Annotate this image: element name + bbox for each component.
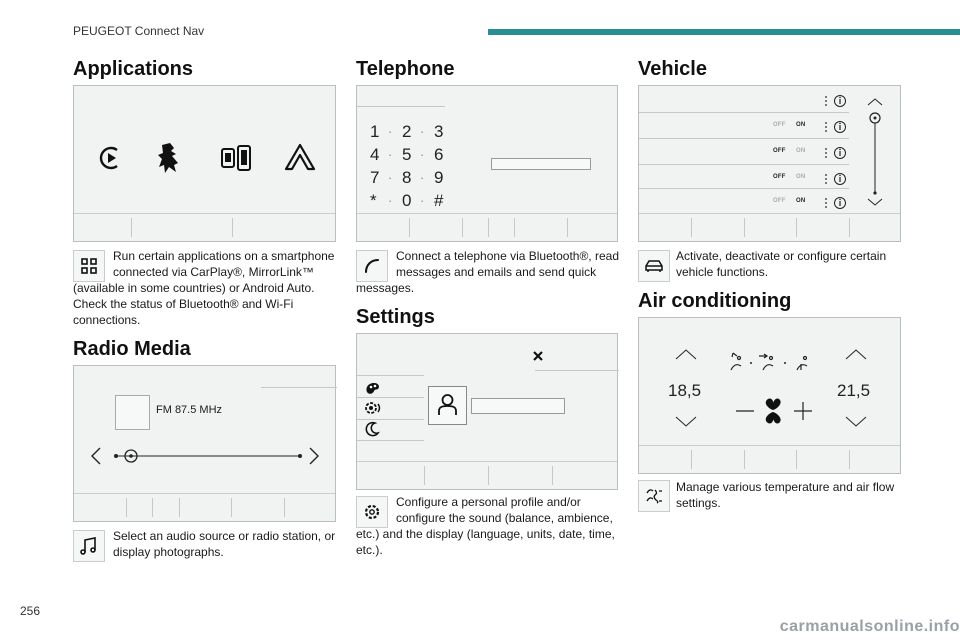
palette-icon[interactable] bbox=[364, 380, 382, 396]
settings-desc-line2: configure the sound (balance, ambience, bbox=[396, 511, 613, 525]
keypad-separator: · bbox=[388, 147, 393, 162]
keypad-key[interactable]: 9 bbox=[434, 168, 444, 187]
left-temp-up-icon[interactable] bbox=[675, 348, 697, 360]
radio-media-heading: Radio Media bbox=[73, 338, 191, 360]
vehicle-scroll-bar[interactable] bbox=[865, 96, 885, 208]
keypad-key[interactable]: 0 bbox=[402, 191, 412, 210]
applications-desc-line3: (available in some countries) or Android Auto. bbox=[73, 281, 315, 295]
telephone-desc-line1: Connect a telephone via Bluetooth®, read bbox=[396, 249, 619, 263]
toggle-on-label[interactable]: ON bbox=[796, 174, 806, 180]
profile-name-field[interactable] bbox=[471, 398, 565, 414]
fan-icon bbox=[759, 396, 787, 426]
settings-desc-line4: etc.). bbox=[356, 543, 383, 557]
header-accent-bar bbox=[488, 29, 960, 35]
left-temp-down-icon[interactable] bbox=[675, 416, 697, 428]
keypad-key[interactable]: 8 bbox=[402, 168, 412, 187]
radio-bottom-bar bbox=[74, 493, 335, 521]
info-icon[interactable] bbox=[823, 120, 851, 134]
air-distribution-icons[interactable] bbox=[727, 350, 819, 372]
settings-description bbox=[356, 494, 622, 558]
keypad-key[interactable]: 2 bbox=[402, 122, 412, 141]
moon-icon[interactable] bbox=[364, 421, 380, 437]
album-art-placeholder bbox=[115, 395, 150, 430]
telephone-description bbox=[356, 248, 622, 296]
keypad-key[interactable]: 1 bbox=[370, 122, 380, 141]
toggle-on-label[interactable]: ON bbox=[796, 198, 806, 204]
carplay-icon[interactable] bbox=[95, 143, 125, 173]
toggle-on-label[interactable]: ON bbox=[796, 122, 806, 128]
info-icon[interactable] bbox=[823, 172, 851, 186]
fan-speed-up-icon[interactable] bbox=[794, 402, 812, 420]
keypad-separator: · bbox=[388, 124, 393, 139]
watermark: carmanualsonline.info bbox=[779, 618, 960, 635]
vehicle-desc-line2: vehicle functions. bbox=[676, 265, 769, 279]
info-icon[interactable] bbox=[823, 146, 851, 160]
vehicle-bottom-bar bbox=[639, 213, 900, 241]
applications-desc-line5: connections. bbox=[73, 313, 141, 327]
toggle-on-label[interactable]: ON bbox=[796, 148, 806, 154]
toggle-off-label[interactable]: OFF bbox=[773, 174, 786, 180]
ac-description bbox=[638, 479, 904, 511]
applications-desc-line1: Run certain applications on a smartphone bbox=[113, 249, 335, 263]
settings-desc-line3: etc.) and the display (language, units, date, time, bbox=[356, 527, 615, 541]
radio-media-screen bbox=[73, 365, 336, 522]
air-conditioning-heading: Air conditioning bbox=[638, 290, 792, 312]
sound-settings-icon[interactable] bbox=[362, 399, 384, 417]
android-auto-icon[interactable] bbox=[284, 143, 316, 173]
frequency-slider[interactable] bbox=[114, 446, 304, 466]
right-temp-up-icon[interactable] bbox=[845, 348, 867, 360]
telephone-screen bbox=[356, 85, 618, 242]
radio-description bbox=[73, 528, 343, 560]
applications-screen bbox=[73, 85, 336, 242]
right-temperature: 21,5 bbox=[837, 381, 871, 400]
keypad-key[interactable]: 4 bbox=[370, 145, 380, 164]
telephone-desc-line3: messages. bbox=[356, 281, 415, 295]
mirrorlink-icon[interactable] bbox=[219, 143, 253, 173]
profile-button[interactable] bbox=[428, 386, 467, 425]
applications-heading: Applications bbox=[73, 58, 194, 80]
applications-desc-line4: Check the status of Bluetooth® and Wi-Fi bbox=[73, 297, 294, 311]
phone-number-field[interactable] bbox=[491, 158, 591, 170]
chevron-right-icon[interactable] bbox=[308, 446, 320, 466]
radio-desc-line1: Select an audio source or radio station, or bbox=[113, 529, 336, 543]
keypad-key[interactable]: 5 bbox=[402, 145, 412, 164]
row-divider bbox=[639, 138, 849, 139]
vehicle-heading: Vehicle bbox=[638, 58, 707, 80]
telephone-desc-line2: messages and emails and send quick bbox=[396, 265, 597, 279]
running-header: PEUGEOT Connect Nav bbox=[73, 24, 205, 38]
close-icon[interactable] bbox=[532, 350, 544, 362]
row-divider bbox=[639, 112, 849, 113]
keypad-separator: · bbox=[388, 170, 393, 185]
ac-desc-line1: Manage various temperature and air flow bbox=[676, 480, 895, 494]
vehicle-desc-line1: Activate, deactivate or configure certain bbox=[676, 249, 887, 263]
right-temp-down-icon[interactable] bbox=[845, 416, 867, 428]
settings-heading: Settings bbox=[356, 306, 435, 328]
row-divider bbox=[639, 164, 849, 165]
keypad-separator: · bbox=[420, 170, 425, 185]
keypad-key[interactable]: 6 bbox=[434, 145, 444, 164]
telephone-heading: Telephone bbox=[356, 58, 455, 80]
telephone-bottom-bar bbox=[357, 213, 617, 241]
fan-speed-down-icon[interactable] bbox=[736, 409, 754, 413]
settings-bottom-bar bbox=[357, 461, 617, 489]
settings-screen bbox=[356, 333, 618, 490]
chevron-left-icon[interactable] bbox=[90, 446, 102, 466]
applications-desc-line2: connected via CarPlay®, MirrorLink™ bbox=[113, 265, 314, 279]
row-divider bbox=[639, 188, 849, 189]
left-temperature: 18,5 bbox=[668, 381, 702, 400]
vehicle-screen bbox=[638, 85, 901, 242]
keypad-key[interactable]: * bbox=[370, 191, 377, 210]
keypad-separator: · bbox=[420, 193, 425, 208]
page-number: 256 bbox=[20, 604, 41, 618]
vehicle-description bbox=[638, 248, 904, 280]
keypad-key[interactable]: 3 bbox=[434, 122, 444, 141]
keypad-key[interactable]: # bbox=[434, 191, 444, 210]
info-icon[interactable] bbox=[823, 94, 851, 108]
toggle-off-label[interactable]: OFF bbox=[773, 122, 786, 128]
applications-bottom-bar bbox=[74, 213, 335, 241]
toggle-off-label[interactable]: OFF bbox=[773, 148, 786, 154]
keypad-separator: · bbox=[420, 147, 425, 162]
info-icon[interactable] bbox=[823, 196, 851, 210]
peugeot-lion-icon[interactable] bbox=[154, 141, 184, 175]
settings-desc-line1: Configure a personal profile and/or bbox=[396, 495, 581, 509]
applications-description bbox=[73, 248, 343, 328]
user-profile-icon bbox=[429, 387, 466, 424]
radio-station: FM 87.5 MHz bbox=[156, 404, 223, 416]
keypad-separator: · bbox=[420, 124, 425, 139]
toggle-off-label[interactable]: OFF bbox=[773, 198, 786, 204]
radio-desc-line2: display photographs. bbox=[113, 545, 224, 559]
ac-bottom-bar bbox=[639, 445, 900, 473]
keypad-separator: · bbox=[388, 193, 393, 208]
ac-desc-line2: settings. bbox=[676, 496, 721, 510]
air-conditioning-screen bbox=[638, 317, 901, 474]
keypad-key[interactable]: 7 bbox=[370, 168, 380, 187]
